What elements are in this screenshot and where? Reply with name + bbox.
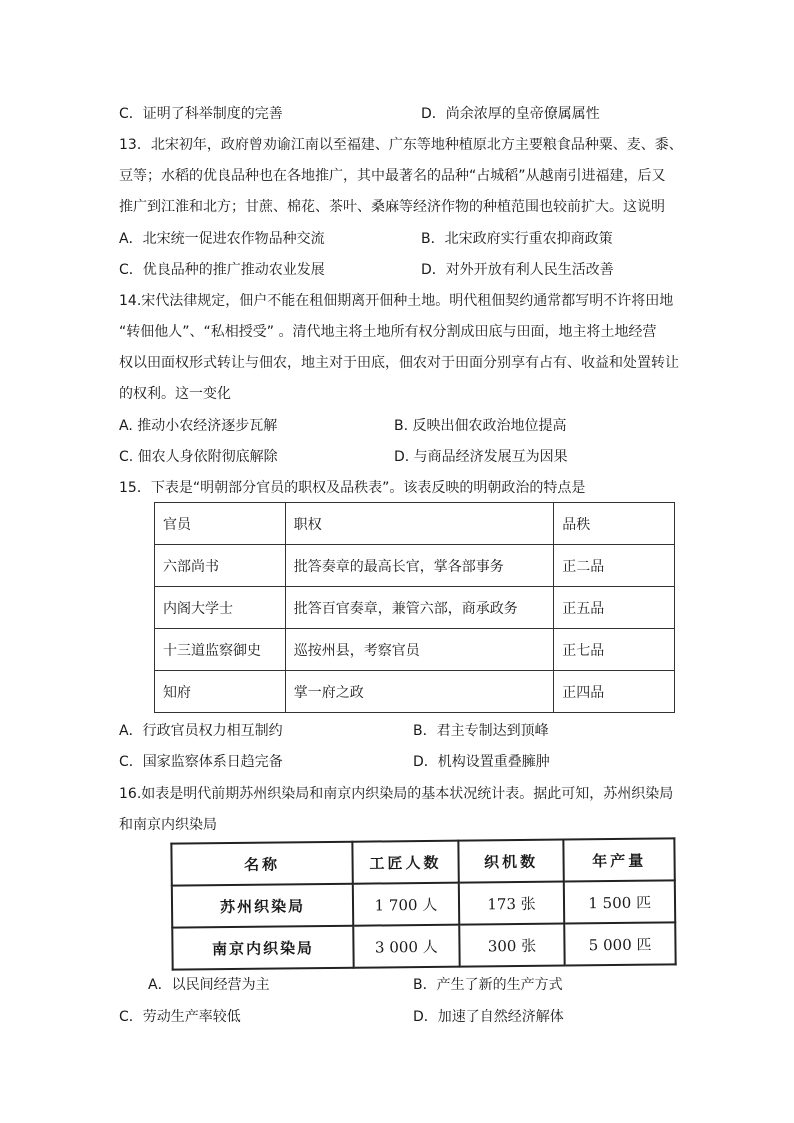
q16-workshop-table xyxy=(170,837,676,966)
table-cell: 掌一府之政 xyxy=(285,671,553,713)
table-header-cell: 工匠人数 xyxy=(352,841,458,884)
table-cell: 正七品 xyxy=(554,629,675,671)
table-header-cell: 职权 xyxy=(285,503,553,545)
table-cell: 正四品 xyxy=(554,671,675,713)
table-cell: 正二品 xyxy=(554,545,675,587)
q16-table xyxy=(170,837,676,970)
table-cell: 南京内织染局 xyxy=(172,926,354,970)
table-row xyxy=(172,880,675,927)
q15-official-table xyxy=(154,502,675,713)
table-header-cell: 年产量 xyxy=(564,838,675,881)
q14-stem-line1: 14.宋代法律规定，佃户不能在租佃期离开佃种土地。明代租佃契约通常都写明不许将田地 xyxy=(119,293,674,309)
q14-option-a: A. 推动小农经济逐步瓦解 xyxy=(119,418,278,434)
table-cell: 批答百官奏章，兼管六部，商承政务 xyxy=(285,587,553,629)
q13-option-c: C．优良品种的推广推动农业发展 xyxy=(119,262,325,278)
q16-option-d: D．加速了自然经济解体 xyxy=(413,1009,564,1025)
table-cell: 十三道监察御史 xyxy=(155,629,286,671)
table-cell: 5 000 匹 xyxy=(565,922,676,965)
q16-stem-line1: 16.如表是明代前期苏州织染局和南京内织染局的基本状况统计表。据此可知，苏州织染局 xyxy=(119,786,674,802)
table-cell: 内阁大学士 xyxy=(155,587,286,629)
q16-option-c: C．劳动生产率较低 xyxy=(119,1009,241,1025)
table-cell: 3 000 人 xyxy=(353,925,459,968)
q13-option-a: A．北宋统一促进农作物品种交流 xyxy=(119,231,325,247)
q14-option-b: B. 反映出佃农政治地位提高 xyxy=(394,418,567,434)
table-row xyxy=(155,545,675,587)
table-header-cell: 品秩 xyxy=(554,503,675,545)
q16-option-a: A．以民间经营为主 xyxy=(148,977,270,993)
q15-option-a: A．行政官员权力相互制约 xyxy=(119,723,283,739)
table-header-cell: 官员 xyxy=(155,503,286,545)
q14-stem-line4: 的权利。这一变化 xyxy=(119,386,231,402)
q13-stem-line2: 豆等；水稻的优良品种也在各地推广，其中最著名的品种“占城稻”从越南引进福建，后又 xyxy=(119,168,666,184)
table-cell: 知府 xyxy=(155,671,286,713)
q13-option-d: D．对外开放有利人民生活改善 xyxy=(421,262,614,278)
q16-option-b: B．产生了新的生产方式 xyxy=(413,977,563,993)
q14-stem-line2: “转佃他人”、“私相授受” 。清代地主将土地所有权分割成田底与田面，地主将土地经营 xyxy=(119,324,657,340)
q14-stem-line3: 权以田面权形式转让与佃农，地主对于田底，佃农对于田面分别享有占有、收益和处置转让 xyxy=(119,355,679,371)
table-cell: 1 500 匹 xyxy=(564,880,675,923)
table-cell: 1 700 人 xyxy=(353,883,459,926)
q15-option-c: C．国家监察体系日趋完备 xyxy=(119,754,283,770)
table-cell: 六部尚书 xyxy=(155,545,286,587)
table-row xyxy=(172,922,675,969)
q13-stem-line1: 13．北宋初年，政府曾劝谕江南以至福建、广东等地种植原北方主要粮食品种粟、麦、黍、 xyxy=(119,137,683,153)
table-row xyxy=(155,671,675,713)
table-row xyxy=(155,587,675,629)
q12-option-d: D．尚余浓厚的皇帝僚属属性 xyxy=(421,106,600,122)
q14-option-d: D. 与商品经济发展互为因果 xyxy=(394,449,568,465)
table-header-row xyxy=(155,503,675,545)
q16-stem-line2: 和南京内织染局 xyxy=(119,817,217,833)
q14-option-c: C. 佃农人身依附彻底解除 xyxy=(119,449,278,465)
table-cell: 300 张 xyxy=(459,924,565,967)
table-cell: 173 张 xyxy=(459,882,565,925)
table-row xyxy=(155,629,675,671)
q12-option-c: C．证明了科举制度的完善 xyxy=(119,106,283,122)
table-header-cell: 名称 xyxy=(171,842,353,886)
q13-option-b: B．北宋政府实行重农抑商政策 xyxy=(421,231,613,247)
q15-option-b: B．君主专制达到顶峰 xyxy=(413,723,549,739)
q13-stem-line3: 推广到江淮和北方；甘蔗、棉花、茶叶、桑麻等经济作物的种植范围也较前扩大。这说明 xyxy=(119,199,665,215)
q15-option-d: D．机构设置重叠臃肿 xyxy=(413,754,550,770)
table-cell: 批答奏章的最高长官，掌各部事务 xyxy=(285,545,553,587)
table-cell: 巡按州县，考察官员 xyxy=(285,629,553,671)
table-header-cell: 织机数 xyxy=(458,840,564,883)
table-cell: 正五品 xyxy=(554,587,675,629)
table-header-row xyxy=(171,838,674,885)
table-cell: 苏州织染局 xyxy=(172,884,354,928)
q15-stem: 15．下表是“明朝部分官员的职权及品秩表”。该表反映的明朝政治的特点是 xyxy=(119,480,586,496)
